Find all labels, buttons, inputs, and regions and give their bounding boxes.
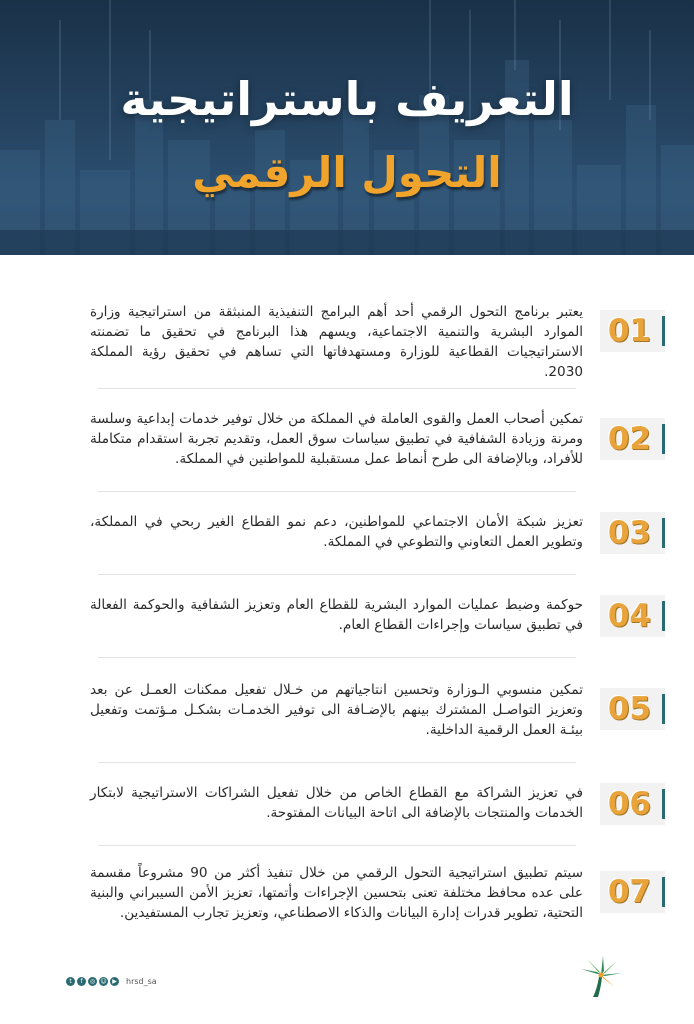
badge-accent-bar (662, 601, 665, 631)
number-badge (600, 512, 665, 554)
item-text: سيتم تطبيق استراتيجية التحول الرقمي من خلال تنفيذ أكثر من 90 مشروعاً مقسمة على عده محافظ مختلفة تعنى بتحسين الإجراءات وأتمتها، تعزيز الأمن السيبراني والبنية التحتية، تطوير قدرات إدارة البيانات والذكاء الاصطناعي، وتعزيز تجارب المستفيدين. (90, 865, 583, 921)
youtube-icon[interactable]: ▶ (110, 977, 119, 986)
divider (98, 762, 576, 763)
social-links (66, 977, 157, 986)
item-number: 02 (607, 421, 651, 457)
list-item (90, 863, 665, 945)
number-badge (600, 310, 665, 352)
list-item (90, 680, 665, 742)
header-banner (0, 0, 694, 255)
badge-accent-bar (662, 789, 665, 819)
ministry-logo (577, 955, 625, 999)
item-text: حوكمة وضبط عمليات الموارد البشرية للقطاع العام وتعزيز الشفافية والحوكمة الفعالة في تطبيق سياسات وإجراءات القطاع العام. (90, 597, 583, 633)
divider (98, 657, 576, 658)
item-text: يعتبر برنامج التحول الرقمي أحد أهم البرامج التنفيذية المنبثقة من استراتيجية وزارة الموارد البشرية والتنمية الاجتماعية، ويسهم هذا البرنامج في تحقيق ما تضمنته الاستراتيجيات القطاعية للوزارة ومستهدفاتها التي تساهم في تحقيق رؤية المملكة 2030. (90, 304, 583, 380)
list-item (90, 512, 665, 554)
badge-accent-bar (662, 316, 665, 346)
item-number: 01 (607, 313, 651, 349)
item-text: تمكين أصحاب العمل والقوى العاملة في المملكة من خلال توفير خدمات إبداعية وسلسة ومرنة وزيادة الشفافية في تطبيق سياسات سوق العمل، وتقديم تجربة استقدام متكاملة للأفراد، وبالإضافة الى طرح أنماط عمل مستقبلية للمواطنين في المملكة. (90, 411, 583, 467)
city-skyline-graphic (0, 0, 694, 255)
page-title: التعريف باستراتيجية (120, 72, 574, 126)
item-number: 03 (607, 515, 651, 551)
list-item (90, 595, 665, 637)
divider (98, 574, 576, 575)
divider (98, 491, 576, 492)
divider (98, 388, 576, 389)
instagram-icon[interactable]: ◎ (89, 978, 96, 985)
item-number: 05 (607, 691, 651, 727)
number-badge (600, 871, 665, 913)
item-number: 07 (607, 874, 651, 910)
list-item (90, 783, 665, 825)
page-subtitle: التحول الرقمي (192, 148, 502, 197)
item-text: تمكين منسوبي الـوزارة وتحسين انتاجياتهم من خـلال تفعيل ممكنات العمـل عن بعد وتعزيز التواصـل المشترك بينهم بالإضـافة الى توفير الخدمـات بشكـل مـؤتمت وتفعيل بيئـة العمل الرقمية الداخلية. (90, 682, 583, 738)
number-badge (600, 688, 665, 730)
divider (98, 845, 576, 846)
badge-accent-bar (662, 877, 665, 907)
badge-accent-bar (662, 694, 665, 724)
item-text: تعزيز شبكة الأمان الاجتماعي للمواطنين، دعم نمو القطاع الغير ربحي في المملكة، وتطوير العمل التعاوني والتطوعي في المملكة. (90, 514, 583, 550)
item-number: 06 (607, 786, 651, 822)
facebook-icon[interactable]: f (77, 977, 86, 986)
item-number: 04 (607, 598, 651, 634)
number-badge (600, 783, 665, 825)
list-item (90, 409, 665, 471)
snapchat-icon[interactable]: ☺ (100, 978, 107, 985)
twitter-icon[interactable]: t (66, 977, 75, 986)
badge-accent-bar (662, 424, 665, 454)
number-badge (600, 595, 665, 637)
badge-accent-bar (662, 518, 665, 548)
list-item (90, 302, 665, 380)
number-badge (600, 418, 665, 460)
social-handle[interactable]: hrsd_sa (126, 977, 157, 986)
item-text: في تعزيز الشراكة مع القطاع الخاص من خلال تفعيل الشراكات الاستراتيجية لابتكار الخدمات والمنتجات بالإضافة الى اتاحة البيانات المفتوحة. (90, 785, 583, 821)
